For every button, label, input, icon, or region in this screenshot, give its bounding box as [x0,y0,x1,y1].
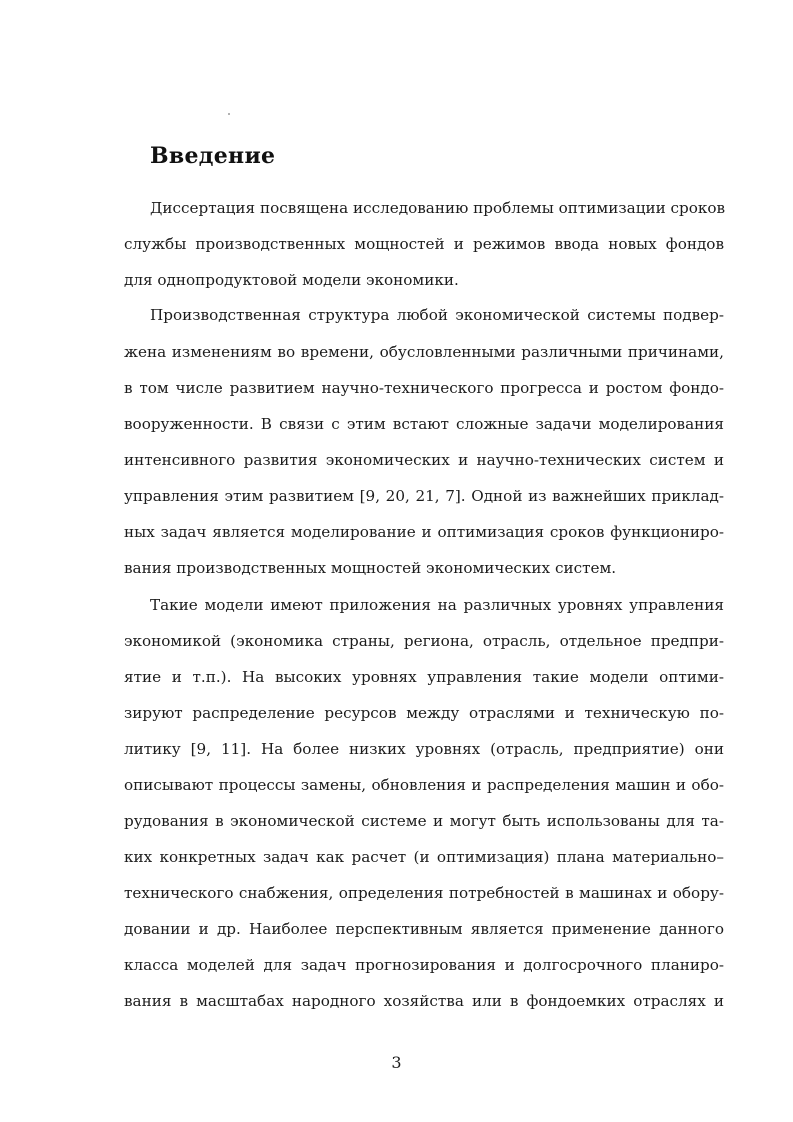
text-line: в том числе развитием научно-технического прогресса и ростом фондо- [124,379,724,397]
text-line: литику [9, 11]. На более низких уровнях (отрасль, предприятие) они [124,740,724,758]
text-line: зируют распределение ресурсов между отраслями и техническую по- [124,704,724,722]
text-line: Диссертация посвящена исследованию проблемы оптимизации сроков [150,199,726,217]
text-line: жена изменениям во времени, обусловленными различными причинами, [124,343,724,361]
text-line: Производственная структура любой экономической системы подвер- [150,306,724,324]
text-line: управления этим развитием [9, 20, 21, 7]. Одной из важнейших приклад- [124,487,724,505]
scan-speck [228,113,230,115]
text-line: вооруженности. В связи с этим встают сложные задачи моделирования [124,415,724,433]
page-number: 3 [391,1053,402,1072]
section-heading: Введение [150,143,276,169]
text-line: технического снабжения, определения потребностей в машинах и обору- [124,884,724,902]
text-line: вания в масштабах народного хозяйства или в фондоемких отраслях и [124,992,724,1010]
text-line: Такие модели имеют приложения на различных уровнях управления [150,596,724,614]
text-line: ких конкретных задач как расчет (и оптимизация) плана материально– [124,848,724,866]
text-line: экономикой (экономика страны, региона, отрасль, отдельное предпри- [124,632,724,650]
text-line: вания производственных мощностей экономических систем. [124,559,617,577]
text-line: ных задач является моделирование и оптимизация сроков функциониро- [124,523,724,541]
text-line: службы производственных мощностей и режимов ввода новых фондов [124,235,724,253]
text-line: рудования в экономической системе и могут быть использованы для та- [124,812,724,830]
text-line: для однопродуктовой модели экономики. [124,271,459,289]
text-line: интенсивного развития экономических и научно-технических систем и [124,451,724,469]
text-line: ятие и т.п.). На высоких уровнях управления такие модели оптими- [124,668,724,686]
text-line: класса моделей для задач прогнозирования и долгосрочного планиро- [124,956,724,974]
text-line: довании и др. Наиболее перспективным является применение данного [124,920,724,938]
text-line: описывают процессы замены, обновления и распределения машин и обо- [124,776,724,794]
